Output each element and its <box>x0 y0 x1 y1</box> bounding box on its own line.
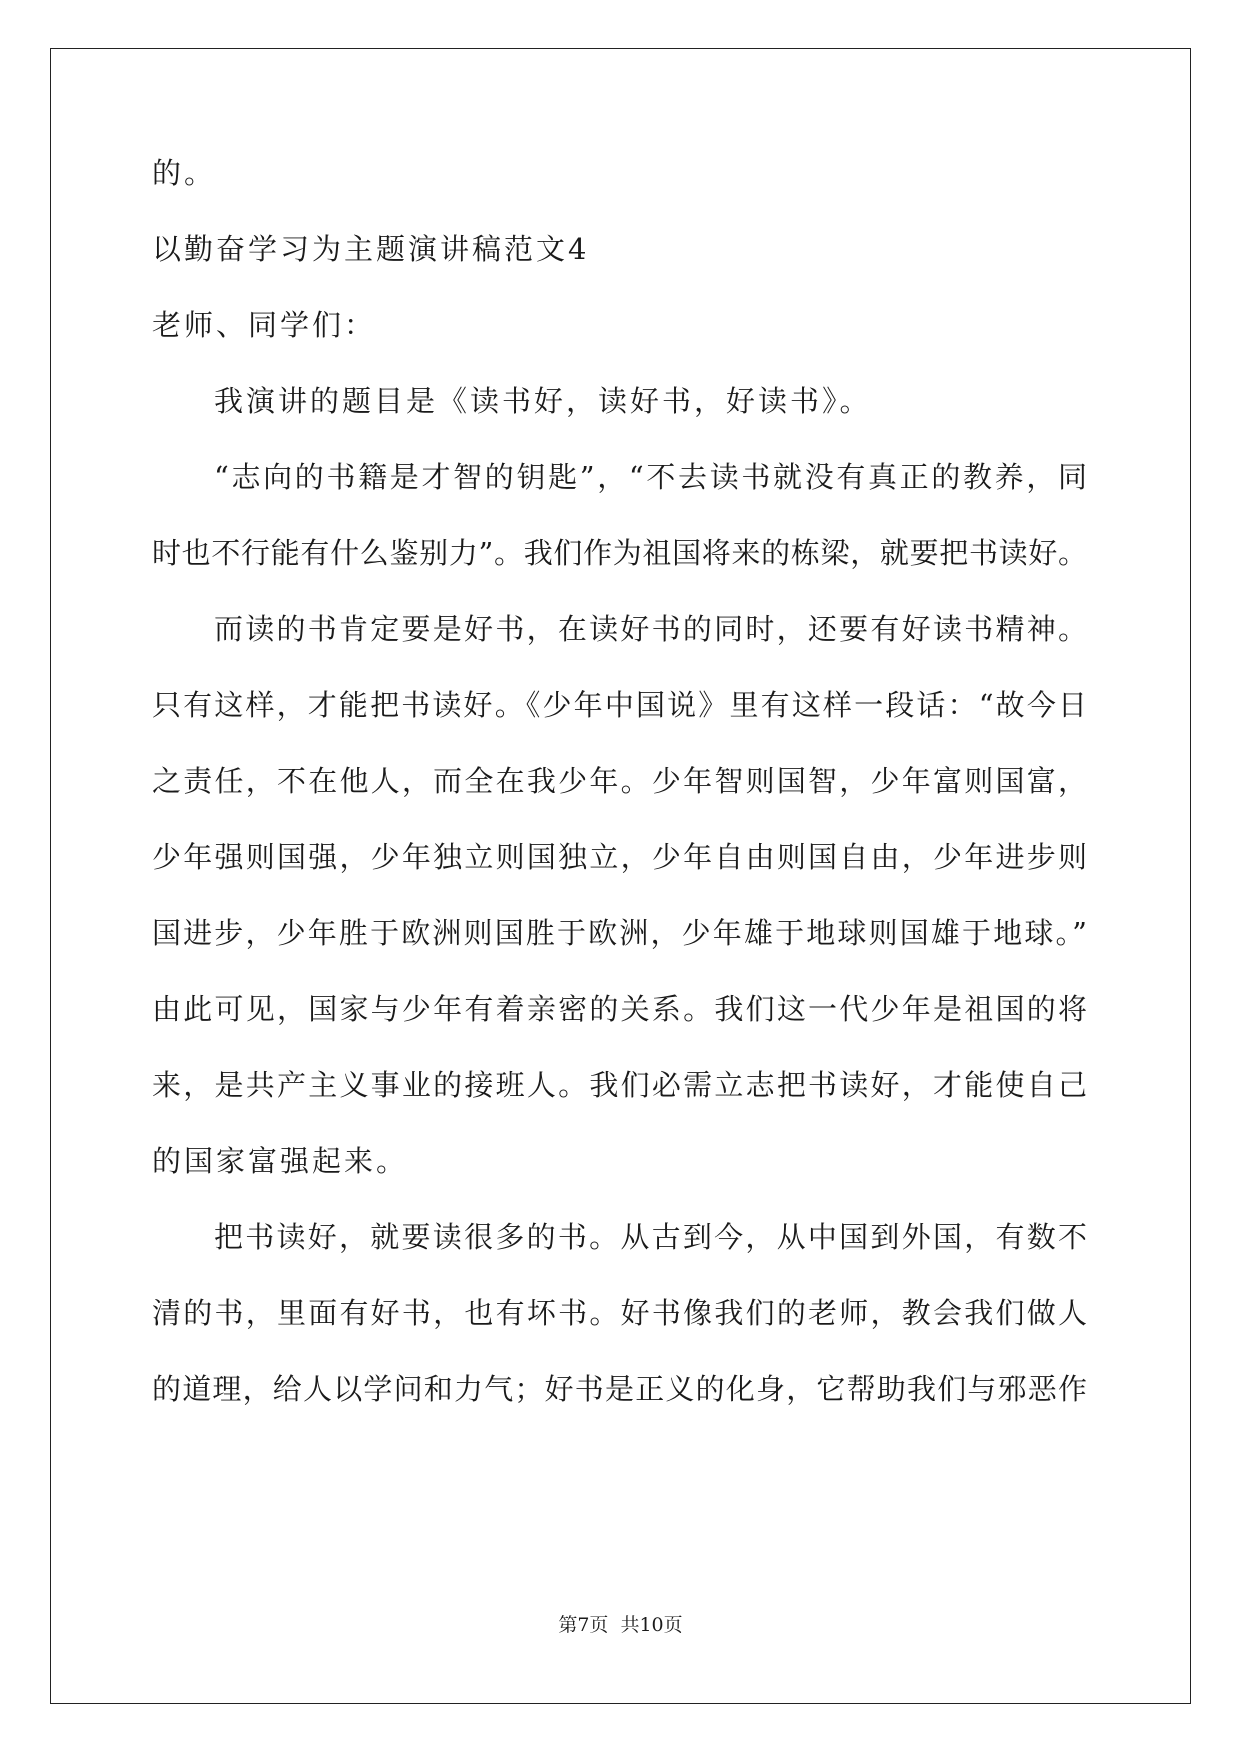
salutation: 老师、同学们： <box>152 308 377 342</box>
text-line: 少年强则国强，少年独立则国独立，少年自由则国自由，少年进步则 <box>152 840 1087 874</box>
text-line: 来，是共产主义事业的接班人。我们必需立志把书读好，才能使自己 <box>152 1068 1087 1102</box>
text-line: 而读的书肯定要是好书，在读好书的同时，还要有好读书精神。 <box>214 612 1087 646</box>
text-line: “志向的书籍是才智的钥匙”，“不去读书就没有真正的教养，同 <box>214 460 1087 494</box>
total-pages: 共10页 <box>620 1614 683 1636</box>
text-line: 时也不行能有什么鉴别力”。我们作为祖国将来的栋梁，就要把书读好。 <box>152 536 1087 570</box>
page-number: 第7页 <box>558 1614 609 1636</box>
text-line: 国进步，少年胜于欧洲则国胜于欧洲，少年雄于地球则国雄于地球。” <box>152 916 1087 950</box>
text-line: 的国家富强起来。 <box>152 1144 409 1178</box>
text-line: 由此可见，国家与少年有着亲密的关系。我们这一代少年是祖国的将 <box>152 992 1087 1026</box>
page-footer <box>0 1613 1241 1637</box>
text-line: 的道理，给人以学问和力气；好书是正义的化身，它帮助我们与邪恶作 <box>152 1372 1087 1406</box>
text-line: 之责任，不在他人，而全在我少年。少年智则国智，少年富则国富， <box>152 764 1087 798</box>
text-line: 我演讲的题目是《读书好，读好书，好读书》。 <box>214 384 872 418</box>
text-line: 的。 <box>152 156 217 190</box>
text-line: 把书读好，就要读很多的书。从古到今，从中国到外国，有数不 <box>214 1220 1087 1254</box>
text-line: 清的书，里面有好书，也有坏书。好书像我们的老师，教会我们做人 <box>152 1296 1087 1330</box>
section-heading: 以勤奋学习为主题演讲稿范文4 <box>152 232 590 266</box>
text-line: 只有这样，才能把书读好。《少年中国说》里有这样一段话：“故今日 <box>152 688 1087 722</box>
